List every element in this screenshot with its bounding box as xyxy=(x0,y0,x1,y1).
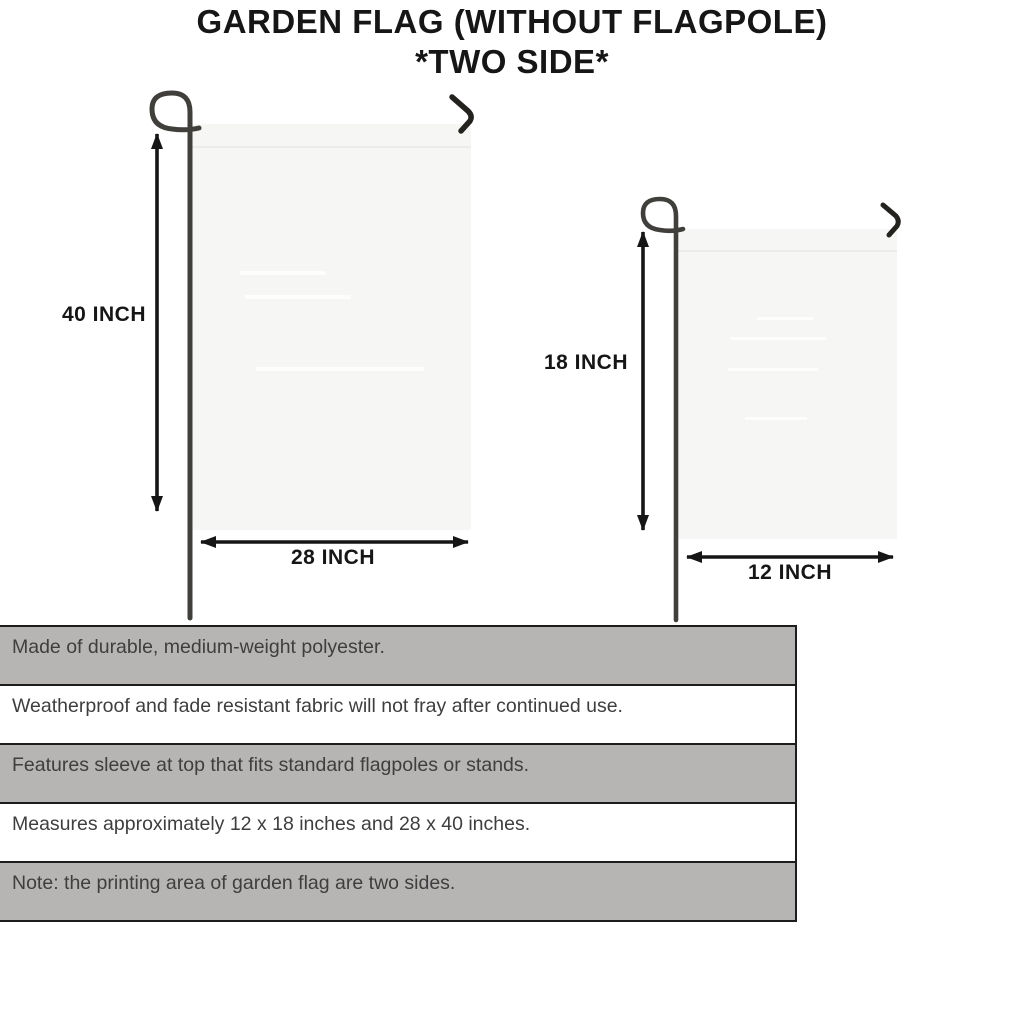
feature-row xyxy=(0,743,797,804)
feature-text: Weatherproof and fade resistant fabric will not fray after continued use. xyxy=(12,695,623,717)
small-flagpole xyxy=(643,199,683,620)
feature-text: Features sleeve at top that fits standard flagpoles or stands. xyxy=(12,754,530,776)
large-flagpole xyxy=(152,93,199,618)
large-flag-width-label: 28 INCH xyxy=(290,546,376,569)
large-flag-diagram xyxy=(152,93,471,618)
feature-row xyxy=(0,684,797,745)
large-flag-fabric xyxy=(192,124,471,530)
large-flag-height-label: 40 INCH xyxy=(61,303,146,326)
small-flag-height-label: 18 INCH xyxy=(543,351,628,374)
page-subtitle: *TWO SIDE* xyxy=(415,43,609,80)
feature-row xyxy=(0,861,797,922)
feature-text: Note: the printing area of garden flag are two sides. xyxy=(12,872,456,894)
feature-text: Measures approximately 12 x 18 inches and 28 x 40 inches. xyxy=(12,813,531,835)
feature-table xyxy=(0,625,797,922)
small-flag-width-label: 12 INCH xyxy=(747,561,833,584)
feature-row xyxy=(0,625,797,686)
feature-row xyxy=(0,802,797,863)
page-title: GARDEN FLAG (WITHOUT FLAGPOLE) xyxy=(196,3,828,40)
small-flag-fabric xyxy=(677,229,897,539)
feature-text: Made of durable, medium-weight polyester. xyxy=(12,636,385,658)
small-flag-diagram xyxy=(643,199,898,620)
